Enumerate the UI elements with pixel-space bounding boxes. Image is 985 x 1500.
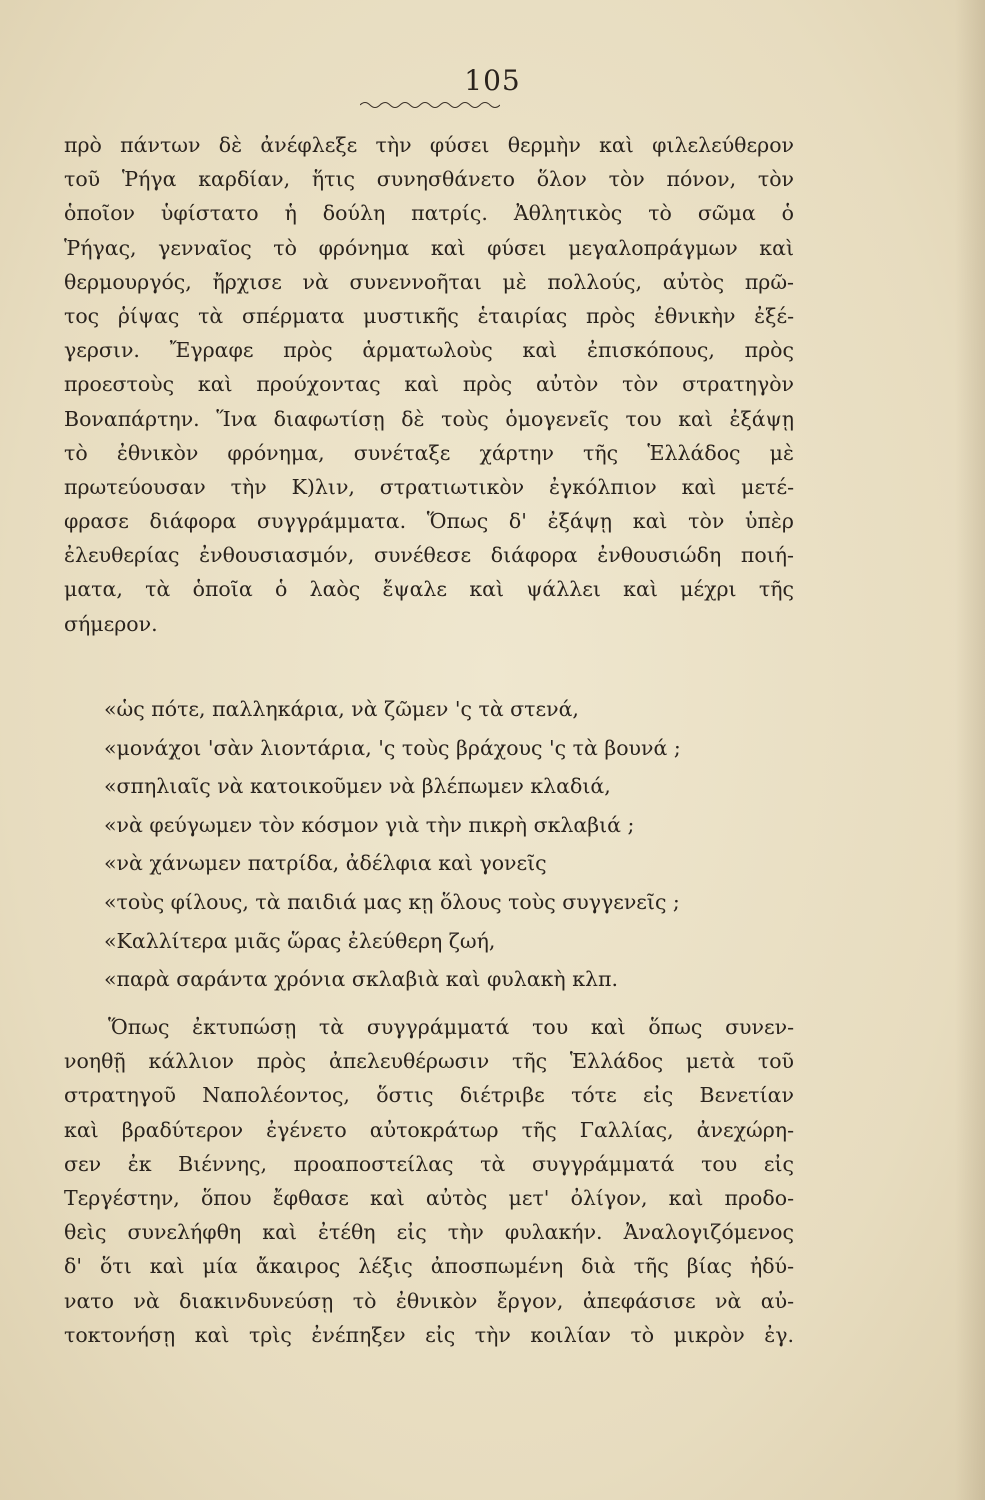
wavy-rule-ornament xyxy=(360,98,500,112)
verse-line: «ὡς πότε, παλληκάρια, νὰ ζῶμεν 'ς τὰ στενά, xyxy=(104,697,579,721)
text-line: πρὸ πάντων δὲ ἀνέφλεξε τὴν φύσει θερμὴν καὶ φιλελεύθερον xyxy=(64,133,794,157)
verse-line: «νὰ φεύγωμεν τὸν κόσμον γιὰ τὴν πικρὴ σκλαβιά ; xyxy=(104,812,635,837)
verse-line: «μονάχοι 'σὰν λιοντάρια, 'ς τοὺς βράχους 'ς τὰ βουνά ; xyxy=(104,735,681,760)
text-line: Βοναπάρτην. Ἵνα διαφωτίσῃ δὲ τοὺς ὁμογενεῖς του καὶ ἐξάψῃ xyxy=(64,406,794,431)
text-line: ἐλευθερίας ἐνθουσιασμόν, συνέθεσε διάφορα ἐνθουσιώδη ποιή- xyxy=(64,543,794,568)
page-number: 105 xyxy=(464,64,521,97)
text-line: προεστοὺς καὶ προύχοντας καὶ πρὸς αὐτὸν τὸν στρατηγὸν xyxy=(64,372,794,397)
text-line: Ῥήγας, γενναῖος τὸ φρόνημα καὶ φύσει μεγαλοπράγμων καὶ xyxy=(64,235,794,260)
paragraph-2 xyxy=(64,1010,794,1352)
text-line: Ὅπως ἐκτυπώσῃ τὰ συγγράμματά του καὶ ὅπως συνεν- xyxy=(108,1015,794,1039)
text-line: τος ῥίψας τὰ σπέρματα μυστικῆς ἑταιρίας πρὸς ἐθνικὴν ἐξέ- xyxy=(64,303,794,328)
text-line: σήμερον. xyxy=(64,611,158,636)
text-line: τὸ ἐθνικὸν φρόνημα, συνέταξε χάρτην τῆς Ἑλλάδος μὲ xyxy=(64,440,794,465)
paragraph-1 xyxy=(64,128,794,641)
verse-line: «νὰ χάνωμεν πατρίδα, ἀδέλφια καὶ γονεῖς xyxy=(104,851,547,876)
poem-verse xyxy=(104,690,804,999)
text-line: καὶ βραδύτερον ἐγένετο αὐτοκράτωρ τῆς Γαλλίας, ἀνεχώρη- xyxy=(64,1117,794,1142)
text-line: πρωτεύουσαν τὴν Κ)λιν, στρατιωτικὸν ἐγκόλπιον καὶ μετέ- xyxy=(64,474,794,499)
text-line: σεν ἐκ Βιέννης, προαποστείλας τὰ συγγράμματά του εἰς xyxy=(64,1151,794,1176)
verse-line: «Καλλίτερα μιᾶς ὥρας ἐλεύθερη ζωή, xyxy=(104,928,496,953)
verse-line: «σπηλιαῖς νὰ κατοικοῦμεν νὰ βλέπωμεν κλαδιά, xyxy=(104,774,611,799)
page-edge-shadow xyxy=(955,0,985,1500)
text-line: νοηθῇ κάλλιον πρὸς ἀπελευθέρωσιν τῆς Ἑλλάδος μετὰ τοῦ xyxy=(64,1049,794,1074)
text-line: γερσιν. Ἔγραφε πρὸς ἁρματωλοὺς καὶ ἐπισκόπους, πρὸς xyxy=(64,338,794,363)
text-line: θερμουργός, ἤρχισε νὰ συνεννοῆται μὲ πολλούς, αὐτὸς πρῶ- xyxy=(64,269,794,294)
text-line: ματα, τὰ ὁποῖα ὁ λαὸς ἔψαλε καὶ ψάλλει καὶ μέχρι τῆς xyxy=(64,577,794,602)
verse-line: «τοὺς φίλους, τὰ παιδιά μας κῃ ὅλους τοὺς συγγενεῖς ; xyxy=(104,889,680,914)
text-line: τοῦ Ῥήγα καρδίαν, ἥτις συνησθάνετο ὅλον τὸν πόνον, τὸν xyxy=(64,167,794,192)
text-line: στρατηγοῦ Ναπολέοντος, ὅστις διέτριβε τότε εἰς Βενετίαν xyxy=(64,1083,794,1108)
text-line: δ' ὅτι καὶ μία ἄκαιρος λέξις ἀποσπωμένη διὰ τῆς βίας ἠδύ- xyxy=(64,1254,794,1279)
text-line: τοκτονήσῃ καὶ τρὶς ἐνέπηξεν εἰς τὴν κοιλίαν τὸ μικρὸν ἐγ. xyxy=(64,1322,794,1347)
text-line: θεὶς συνελήφθη καὶ ἐτέθη εἰς τὴν φυλακήν. Ἀναλογιζόμενος xyxy=(64,1220,794,1245)
text-line: φρασε διάφορα συγγράμματα. Ὅπως δ' ἐξάψῃ καὶ τὸν ὑπὲρ xyxy=(64,509,794,534)
text-line: ὁποῖον ὑφίστατο ἡ δούλη πατρίς. Ἀθλητικὸς τὸ σῶμα ὁ xyxy=(64,201,794,226)
text-line: νατο νὰ διακινδυνεύσῃ τὸ ἐθνικὸν ἔργον, ἀπεφάσισε νὰ αὐ- xyxy=(64,1288,794,1313)
verse-line: «παρὰ σαράντα χρόνια σκλαβιὰ καὶ φυλακὴ κλπ. xyxy=(104,967,619,992)
text-line: Τεργέστην, ὅπου ἔφθασε καὶ αὐτὸς μετ' ὀλίγον, καὶ προδο- xyxy=(64,1185,794,1210)
